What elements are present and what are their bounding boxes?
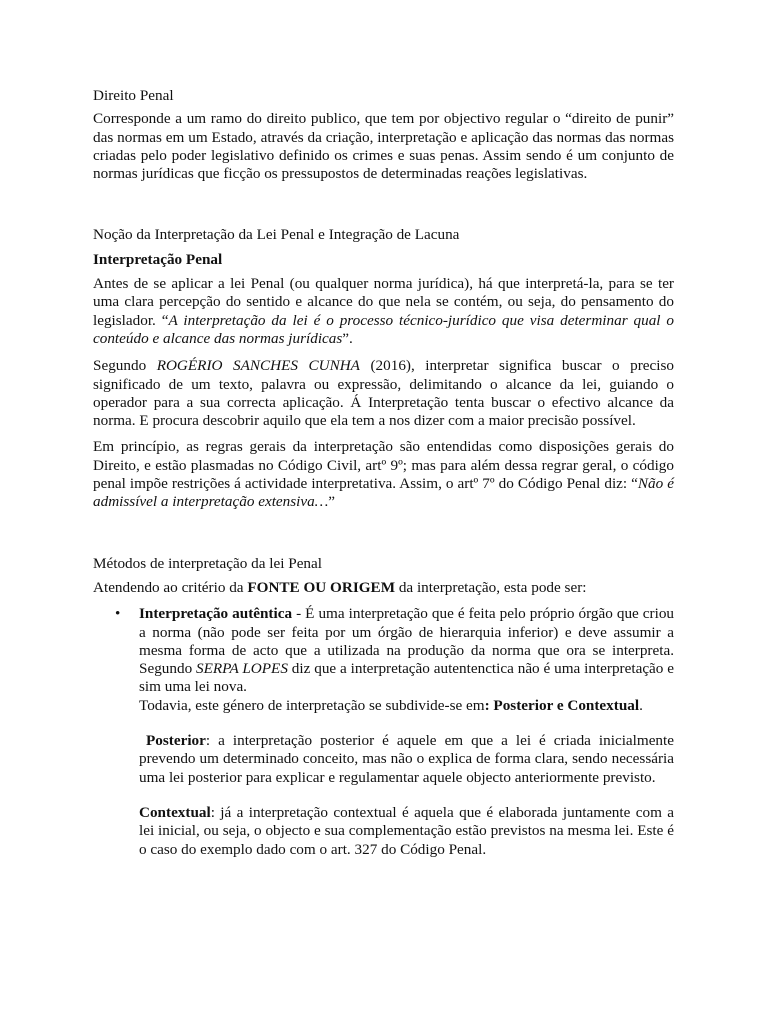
paragraph-general-rules [93,438,674,511]
legal-quote: Não é admissível a interpretação extensiva… [93,475,675,511]
paragraph-text: : a interpretação posterior é aquele em que a lei é criada inicialmente prevendo um determinado conceito, mas não o explica de forma clara, sendo necessária uma lei posterior para explicar e regulamentar aquele objecto anteriormente previsto. [139,732,674,786]
paragraph-text: Antes de se aplicar a lei Penal (ou qualquer norma jurídica), há que interpretá-la, para se ter uma clara percepção do sentido e alcance do que nela se contém, ou seja, do pensamento do legislador. “ [93,275,674,329]
paragraph-text: Atendendo ao critério da [93,578,248,596]
item-text: diz que a interpretação autentenctica não é uma interpretação e sim uma lei nova. [139,660,675,696]
intro-paragraph: Corresponde a um ramo do direito publico, que tem por objectivo regular o “direito de punir” das normas em um Estado, através da criação, interpretação e aplicação das normas das normas criadas pelo poder legislativo definido os crimes e suas penas. Assim sendo é um conjunto de normas jurídicas que ficção os pressupostos de determinadas reações legislativas. [93,110,674,183]
paragraph-contextual [139,804,674,859]
term-contextual: Contextual [139,803,211,821]
paragraph-text: : já a interpretação contextual é aquela que é elaborada juntamente com a lei inicial, ou seja, o objecto e sua complementação estão previstos na mesma lei. Este é o caso do exemplo dado com o art. 327 do Código Penal. [139,803,674,858]
legal-quote: A interpretação da lei é o processo técnico-jurídico que visa determinar qual o conteúdo e alcance das normas jurídicas [93,311,674,347]
term-posterior: Posterior [146,732,206,750]
item-text: . [639,696,643,714]
paragraph-text: da interpretação, esta pode ser: [395,578,587,596]
author-name: ROGÉRIO SANCHES CUNHA [156,357,360,375]
emphasis-fonte-origem: FONTE OU ORIGEM [247,578,396,596]
list-item-subdivision [139,697,674,715]
section-heading-interpretation: Noção da Interpretação da Lei Penal e Integração de Lacuna [93,226,460,244]
quote-close: ” [328,493,335,511]
paragraph-interpretation-definition [93,275,674,348]
item-text: Todavia, este género de interpretação se subdivide-se em [139,696,485,714]
bullet-icon: • [115,605,121,623]
paragraph-text: Em princípio, as regras gerais da interpretação são entendidas como disposições gerais do Direito, e estão plasmadas no Código Civil, artº 9º; mas para além dessa regrar geral, o código penal impõe restrições á actividade interpretativa. Assim, o artº 7º do Código Penal diz: “ [93,438,674,493]
paragraph-sanches-cunha [93,357,674,430]
paragraph-text: Segundo [93,357,157,375]
quote-close: ”. [342,329,353,347]
subdivision-types: : Posterior e Contextual [484,696,640,714]
item-text: - É uma interpretação que é feita pelo próprio órgão que criou a norma (não pode ser feita por um órgão de hierarquia inferior) e deve assumir a mesma forma de acto que a utilizada na produção da norma que ora se interpreta. Segundo [139,605,675,678]
item-title: Interpretação autêntica [139,605,293,623]
paragraph-source-criterion [93,579,674,597]
section-heading-methods: Métodos de interpretação da lei Penal [93,554,322,572]
subheading-interpretacao-penal: Interpretação Penal [93,250,223,268]
document-body [93,87,674,859]
author-name: SERPA LOPES [196,660,288,678]
list-item-authentic-interpretation [139,605,674,696]
document-title: Direito Penal [93,87,174,104]
paragraph-text: (2016), interpretar significa buscar o preciso significado de um texto, palavra ou expressão, delimitando o alcance da lei, guiando o operador para a sua correcta aplicação. Á Interpretação tenta buscar o efectivo alcance da norma. E procura descobrir aquilo que ela tem a nos dizer com a maior precisão possível. [93,357,674,430]
bullet-list [93,605,674,859]
paragraph-posterior [139,732,674,787]
